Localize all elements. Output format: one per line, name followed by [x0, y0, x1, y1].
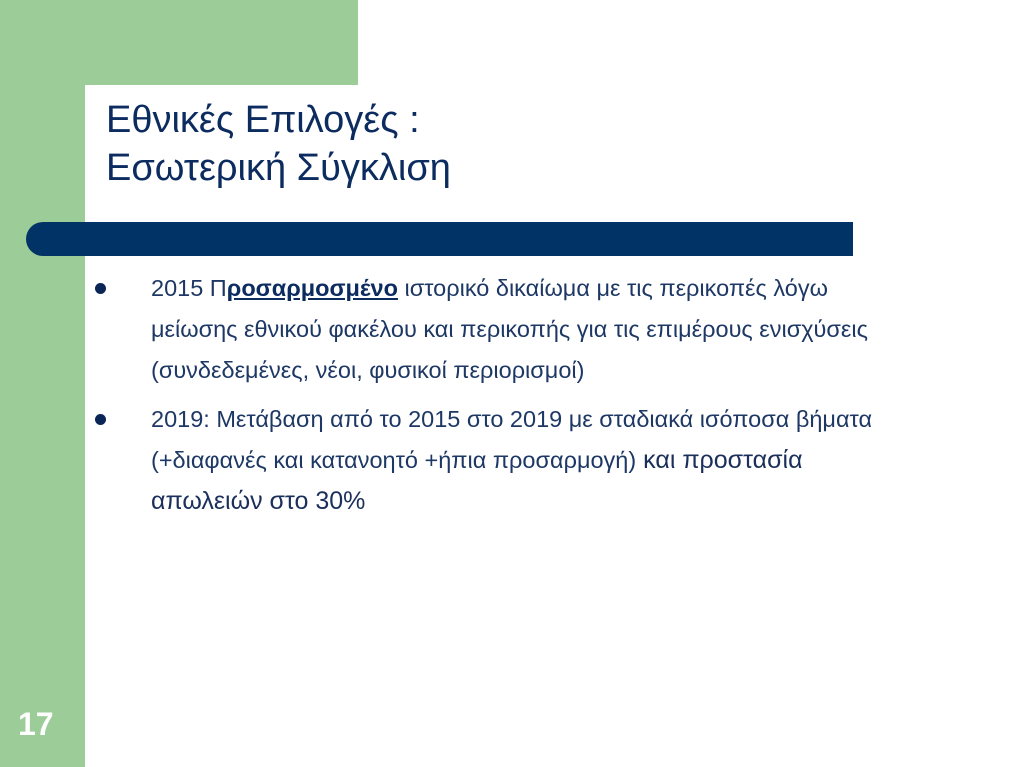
- left-green-strip: [0, 0, 85, 767]
- bullet-emphasis: ροσαρμοσμένο: [226, 275, 398, 301]
- bullet-rest: ιστορικό δικαίωμα με τις περικοπές λόγω μείωσης εθνικού φακέλου και περικοπής για τις επιμέρους ενισχύσεις (συνδεδεμένες, νέοι, φυσικοί περιορισμοί): [151, 275, 868, 383]
- bullet-item-2019: [90, 399, 910, 522]
- bullet-dot-icon: [95, 283, 106, 294]
- title-divider-bar: [26, 222, 853, 256]
- bullet-item-2015: [90, 268, 910, 391]
- bullet-tail: και προστασία απωλειών στο 30%: [151, 446, 803, 515]
- bullet-list: [90, 268, 910, 530]
- slide-title: [106, 96, 451, 192]
- bullet-dot-icon: [95, 414, 106, 425]
- top-green-block: [85, 0, 358, 85]
- bullet-text: 2019: Μετάβαση από το 2015 στο 2019 με σταδιακά ισόποσα βήματα (+διαφανές και κατανοητό +ήπια προσαρμογή): [151, 406, 873, 473]
- slide-number: 17: [18, 706, 54, 742]
- title-line-1: Εθνικές Επιλογές :: [106, 99, 420, 141]
- bullet-prefix: 2015 Π: [151, 275, 227, 301]
- title-line-2: Εσωτερική Σύγκλιση: [106, 147, 451, 189]
